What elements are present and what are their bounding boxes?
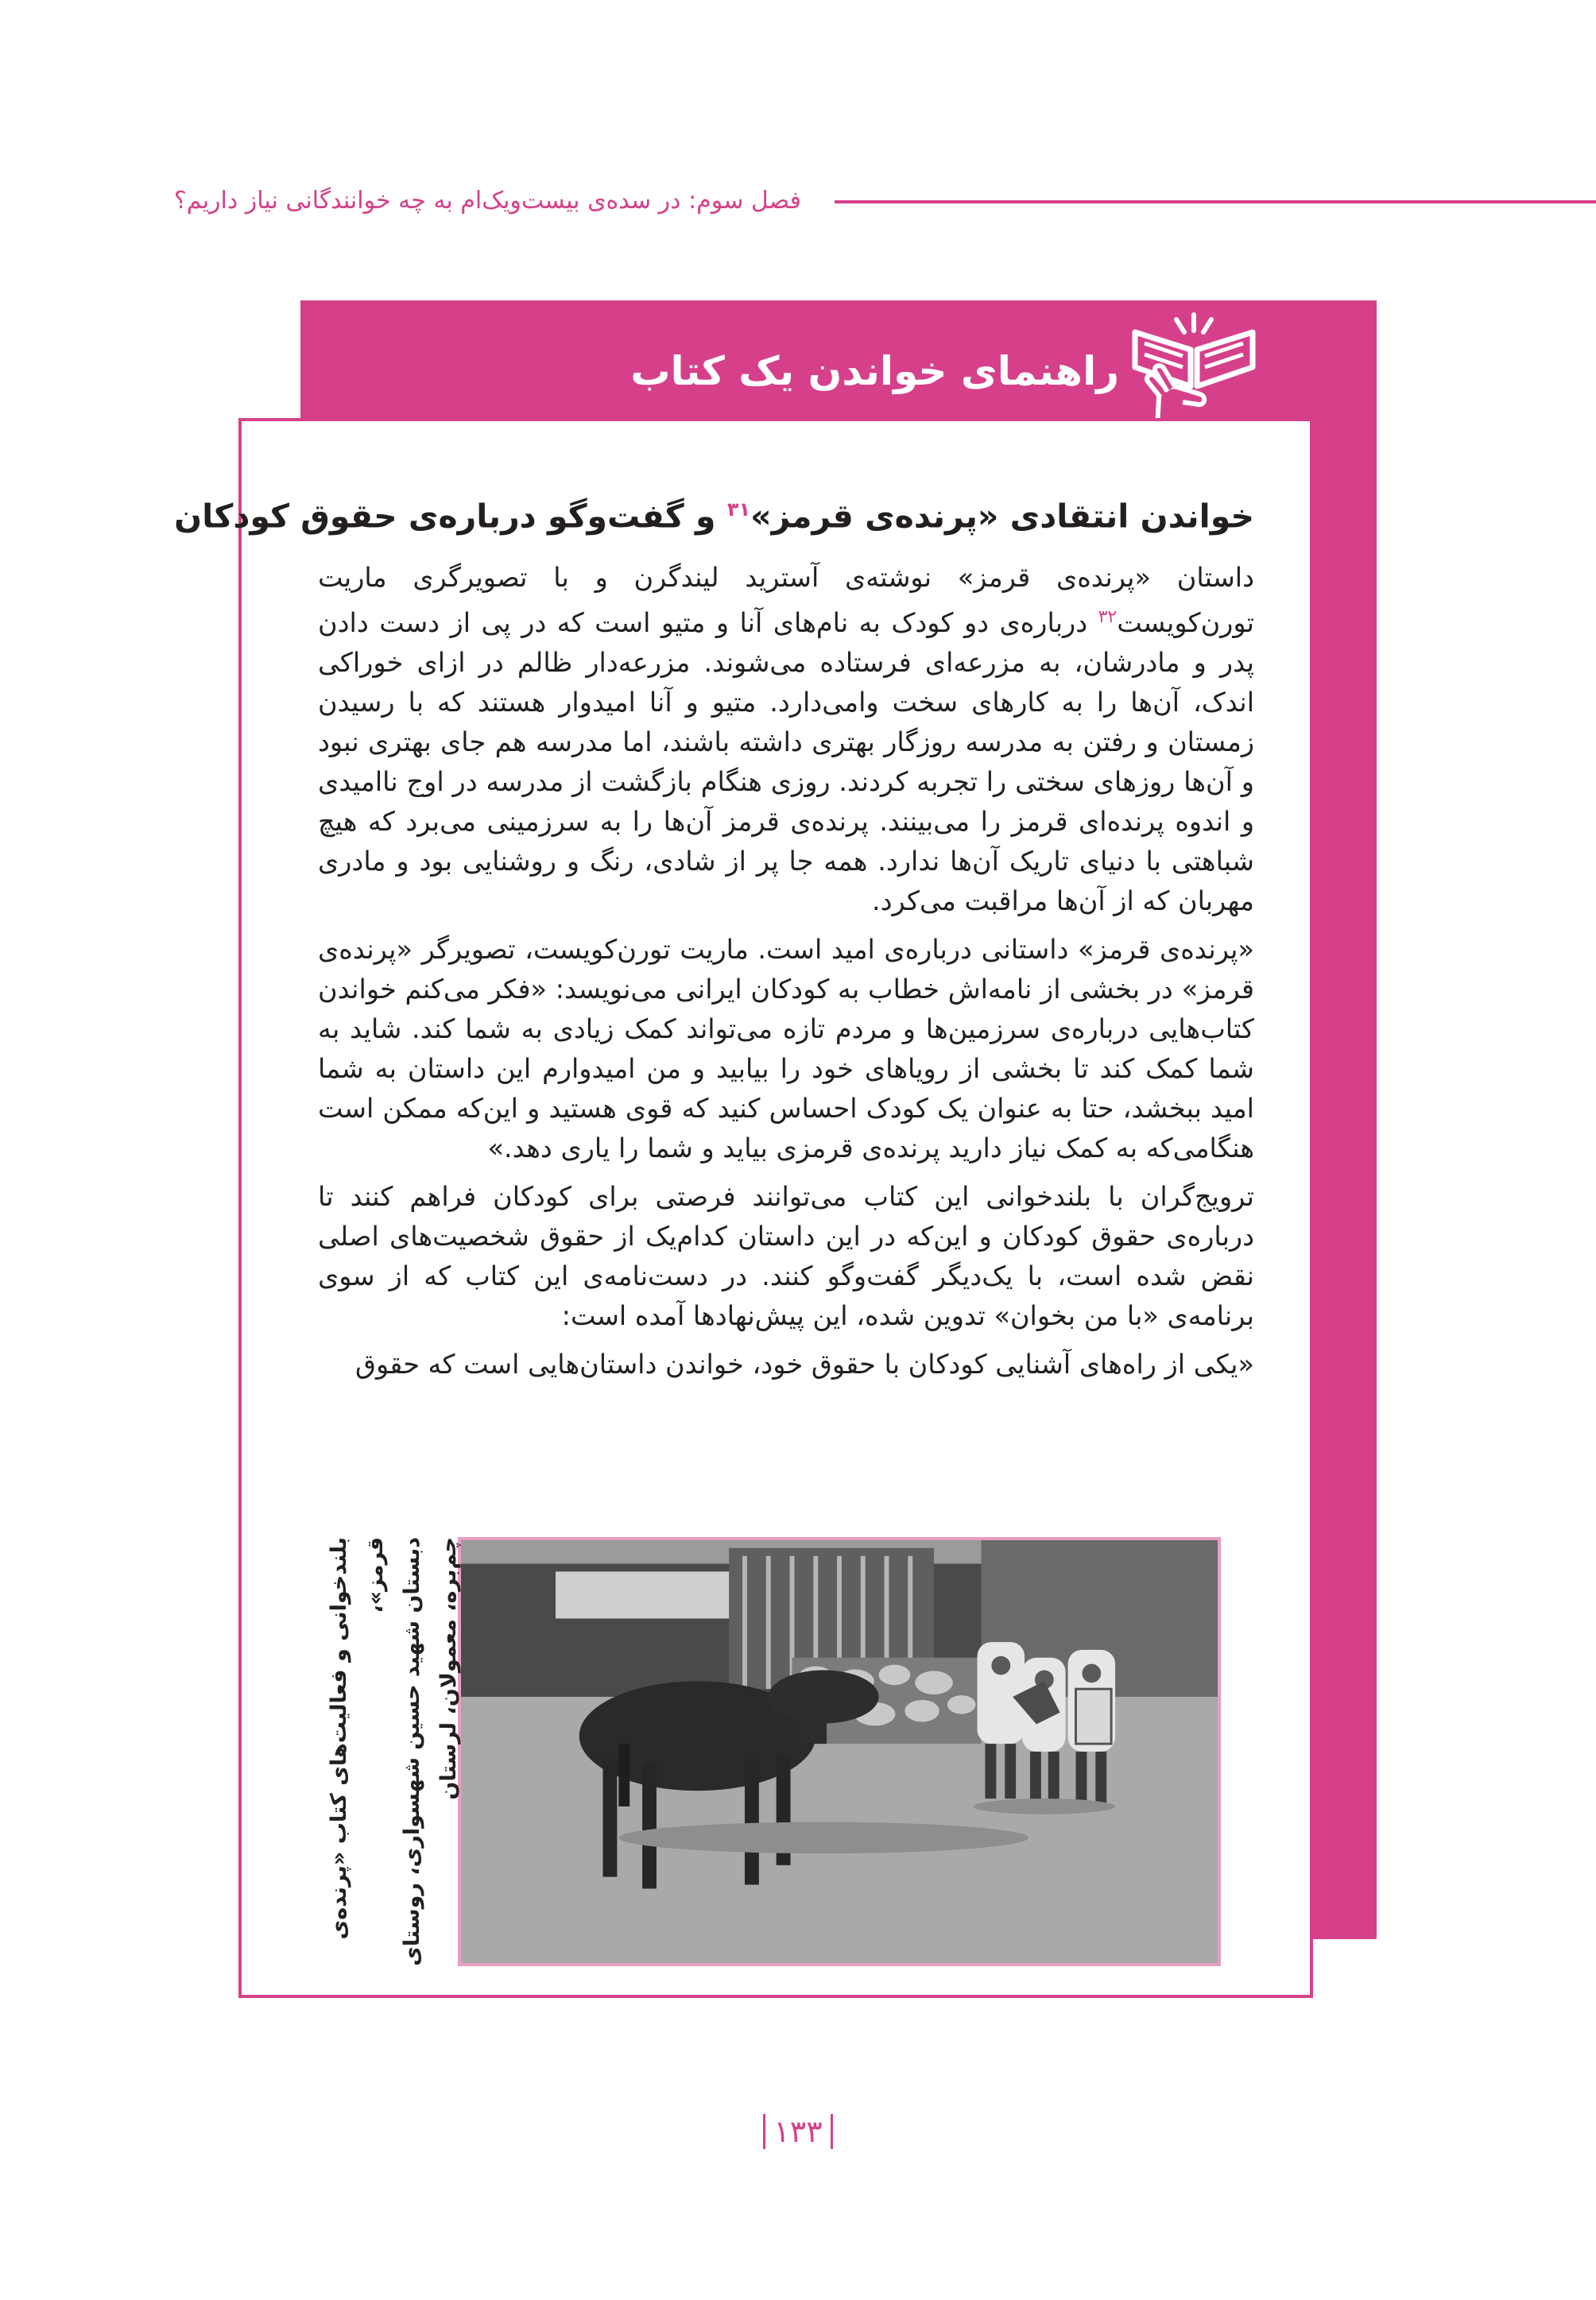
page-number (0, 2108, 1596, 2155)
caption-line: بلندخوانی و فعالیت‌های کتاب «پرنده‌ی قرمز»، (327, 1537, 388, 1940)
caption-line: دبستان شهید حسین شهسواری، روستای (400, 1537, 424, 1966)
photo-caption (321, 1537, 461, 1966)
paragraph: «پرنده‌ی قرمز» داستانی درباره‌ی امید است. ماریت تورن‌کویست، تصویرگر «پرنده‌ی قرمز» در بخشی از نامه‌اش خطاب به کودکان ایرانی می‌نویسد: «فکر می‌کنم خواندن کتاب‌هایی درباره‌ی سرزمین‌ها و مردم تازه می‌تواند کمک زیادی به شما کند. شاید به شما کمک کند تا بخشی از رویاهای خود را بیابید و من امیدوارم این داستان به شما امید ببخشد، حتا به عنوان یک کودک احساس کنید که قوی هستید و این‌که ممکن است هنگامی‌که به کمک نیاز دارید پرنده‌ی قرمزی بیاید و شما را یاری دهد.» (318, 934, 1254, 1164)
paragraph: «یکی از راه‌های آشنایی کودکان با حقوق خود، خواندن داستان‌هایی است که حقوق (354, 1349, 1254, 1380)
page-number-value: ۱۳۳ (763, 2114, 832, 2149)
chapter-header (159, 173, 1596, 229)
heading-text-end: و گفت‌وگو درباره‌ی حقوق کودکان (174, 497, 727, 536)
caption-line: چم‌بره، معمولان، لرستان (436, 1537, 461, 1800)
paragraph-text: داستان «پرنده‌ی قرمز» نوشته‌ی آسترید لیندگرن و با تصویرگری ماریت تورن‌کویست (318, 562, 1254, 639)
paragraph: ترویج‌گران با بلندخوانی این کتاب می‌توانند فرصتی برای کودکان فراهم کنند تا درباره‌ی حقوق کودکان و این‌که در این داستان کدام‌یک از حقوق شخصیت‌های اصلی نقض شده است، با یک‌دیگر گفت‌وگو کنند. در دست‌نامه‌ی این کتاب که از سوی برنامه‌ی «با من بخوان» تدوین شده، این پیش‌نهادها آمده است: (318, 1181, 1254, 1332)
photo (458, 1537, 1221, 1966)
heading-text: خواندن انتقادی «پرنده‌ی قرمز» (750, 497, 1254, 536)
box-title: راهنمای خواندن یک کتاب (630, 348, 1119, 394)
chapter-title: فصل سوم: در سده‌ی بیست‌ویک‌ام به چه خوانندگانی نیاز داریم؟ (173, 187, 801, 215)
chapter-rule (835, 200, 1596, 203)
article-body (318, 558, 1254, 1393)
article-heading (174, 482, 1254, 544)
book-hand-icon (1127, 308, 1261, 428)
footnote-marker: ۳۱ (726, 498, 751, 521)
paragraph (318, 558, 1254, 921)
paragraph-text: درباره‌ی دو کودک به نام‌های آنا و متیو است که در پی از دست دادن پدر و مادرشان، به مزرعه‌ای فرستاده می‌شوند. مزرعه‌دار ظالم در ازای خوراکی اندک، آن‌ها را به کارهای سخت وامی‌دارد. متیو و آنا امیدوار هستند که با رسیدن زمستان و رفتن به مدرسه روزگار بهتری داشته باشند، اما مدرسه هم جای بهتری نبود و آن‌ها روزهای سختی را تجربه کردند. روزی هنگام بازگشت از مدرسه در اوج ناامیدی و اندوه پرنده‌ای قرمز را می‌بینند. پرنده‌ی قرمز آن‌ها را به سرزمینی می‌برد که هیچ شباهتی با دنیای تاریک آن‌ها ندارد. همه جا پر از شادی، رنگ و روشنایی بود و مادری مهربان که از آن‌ها مراقبت می‌کرد. (318, 607, 1254, 917)
footnote-marker: ۳۲ (1098, 607, 1118, 627)
